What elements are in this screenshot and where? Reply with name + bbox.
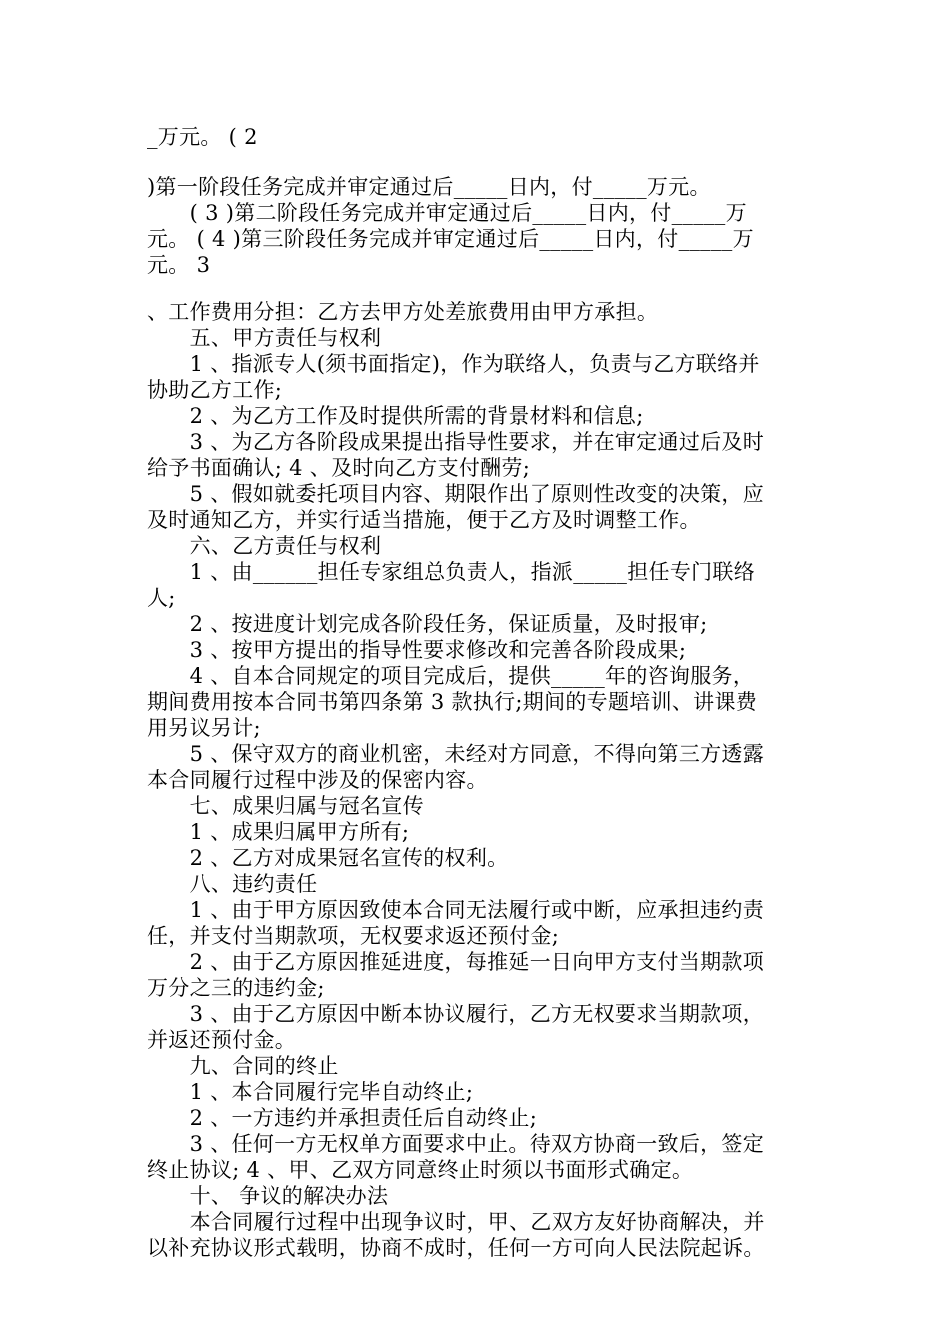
text-line: 并返还预付金。: [147, 1028, 297, 1052]
text-line: 5 、保守双方的商业机密，未经对方同意，不得向第三方透露: [147, 742, 765, 766]
text-line: 任，并支付当期款项，无权要求返还预付金;: [147, 924, 560, 948]
text-line: 3 、任何一方无权单方面要求中止。待双方协商一致后，签定: [147, 1132, 765, 1156]
section-heading: 十、 争议的解决办法: [147, 1184, 389, 1208]
text-line: 给予书面确认; 4 、及时向乙方支付酬劳;: [147, 456, 531, 480]
section-heading: 五、甲方责任与权利: [147, 326, 382, 350]
text-line: 2 、为乙方工作及时提供所需的背景材料和信息;: [147, 404, 644, 428]
text-line: 1 、指派专人(须书面指定)，作为联络人，负责与乙方联络并: [147, 352, 760, 376]
text-line: 3 、按甲方提出的指导性要求修改和完善各阶段成果;: [147, 638, 687, 662]
text-line: 3 、为乙方各阶段成果提出指导性要求，并在审定通过后及时: [147, 430, 765, 454]
text-line: 协助乙方工作;: [147, 378, 283, 402]
text-line: 用另议另计;: [147, 716, 261, 740]
text-line: 2 、一方违约并承担责任后自动终止;: [147, 1106, 538, 1130]
text-line: 1 、本合同履行完毕自动终止;: [147, 1080, 474, 1104]
text-line: 2 、由于乙方原因推延进度，每推延一日向甲方支付当期款项: [147, 950, 765, 974]
text-line: 4 、自本合同规定的项目完成后，提供_____年的咨询服务，: [147, 664, 755, 688]
section-heading: 九、合同的终止: [147, 1054, 339, 1078]
text-line: 及时通知乙方，并实行适当措施，便于乙方及时调整工作。: [147, 508, 701, 532]
section-heading: 八、违约责任: [147, 872, 318, 896]
text-line: 以补充协议形式载明，协商不成时，任何一方可向人民法院起诉。: [147, 1236, 765, 1260]
text-line: 2 、乙方对成果冠名宣传的权利。: [147, 846, 509, 870]
text-line: 1 、由于甲方原因致使本合同无法履行或中断，应承担违约责: [147, 898, 765, 922]
text-line: 万分之三的违约金;: [147, 976, 325, 1000]
section-heading: 六、乙方责任与权利: [147, 534, 382, 558]
text-line: 1 、成果归属甲方所有;: [147, 820, 410, 844]
text-line: 1 、由______担任专家组总负责人，指派_____担任专门联络: [147, 560, 756, 584]
text-line: 元。 ( 4 )第三阶段任务完成并审定通过后_____日内，付_____万: [147, 227, 754, 251]
text-line: 本合同履行过程中涉及的保密内容。: [147, 768, 488, 792]
text-line: 终止协议; 4 、甲、乙双方同意终止时须以书面形式确定。: [147, 1158, 694, 1182]
text-line: )第一阶段任务完成并审定通过后_____日内，付_____万元。: [147, 175, 711, 199]
text-line: 、工作费用分担：乙方去甲方处差旅费用由甲方承担。: [147, 300, 659, 324]
text-line: 本合同履行过程中出现争议时，甲、乙双方友好协商解决，并: [147, 1210, 765, 1234]
text-line: 人;: [147, 586, 176, 610]
section-heading: 七、成果归属与冠名宣传: [147, 794, 424, 818]
text-line: 元。 3: [147, 253, 211, 277]
text-line: 2 、按进度计划完成各阶段任务，保证质量，及时报审;: [147, 612, 708, 636]
text-line: 期间费用按本合同书第四条第 3 款执行;期间的专题培训、讲课费: [147, 690, 758, 714]
text-line: _万元。 ( 2: [147, 125, 258, 149]
text-line: ( 3 )第二阶段任务完成并审定通过后_____日内，付_____万: [147, 201, 747, 225]
text-line: 5 、假如就委托项目内容、期限作出了原则性改变的决策，应: [147, 482, 765, 506]
text-line: 3 、由于乙方原因中断本协议履行，乙方无权要求当期款项，: [147, 1002, 765, 1026]
